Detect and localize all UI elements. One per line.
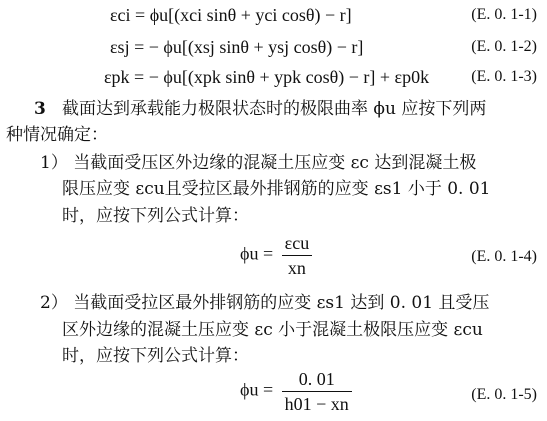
equation-e013-number: (E. 0. 1-3) — [471, 68, 537, 85]
formula-e014-lhs: ϕu = — [240, 243, 274, 264]
clause-3-text-line2: 种情况确定： — [6, 125, 108, 145]
equation-e013-expr: εpk = − ϕu[(xpk sinθ + ypk cosθ) − r] + εp0k — [104, 67, 430, 87]
clause-3-number: 3 — [34, 99, 46, 119]
case-2-line3: 时，应按下列公式计算： — [62, 346, 249, 366]
formula-e015-lhs: ϕu = — [240, 379, 274, 400]
clause-3-text-line1: 截面达到承载能力极限状态时的极限曲率 ϕu 应按下列两 — [62, 99, 487, 119]
formula-e015-numerator: 0. 01 — [282, 368, 352, 392]
case-1-line2: 限压应变 εcu且受拉区最外排钢筋的应变 εs1 小于 0. 01 — [62, 179, 491, 199]
formula-e014-denominator: xn — [287, 258, 306, 278]
formula-e015-fraction — [282, 368, 352, 415]
equation-e011-expr: εci = ϕu[(xci sinθ + yci cosθ) − r] — [110, 5, 352, 25]
formula-e014-numerator: εcu — [282, 232, 313, 256]
equation-e015-number: (E. 0. 1-5) — [471, 386, 537, 403]
formula-e014 — [240, 232, 316, 279]
equation-e011-number: (E. 0. 1-1) — [471, 6, 537, 23]
formula-e015-denominator: h01 − xn — [284, 394, 349, 414]
case-2-line2: 区外边缘的混凝土压应变 εc 小于混凝土极限压应变 εcu — [62, 320, 483, 340]
case-2-line1: 2） 当截面受拉区最外排钢筋的应变 εs1 达到 0. 01 且受压 — [40, 293, 490, 313]
equation-e012-expr: εsj = − ϕu[(xsj sinθ + ysj cosθ) − r] — [110, 37, 364, 57]
case-1-line3: 时，应按下列公式计算： — [62, 206, 249, 226]
case-1-line1: 1） 当截面受压区外边缘的混凝土压应变 εc 达到混凝土极 — [40, 153, 477, 173]
formula-e014-fraction — [282, 232, 313, 279]
formula-e015 — [240, 368, 356, 415]
equation-e012-number: (E. 0. 1-2) — [471, 38, 537, 55]
equation-e014-number: (E. 0. 1-4) — [471, 248, 537, 265]
